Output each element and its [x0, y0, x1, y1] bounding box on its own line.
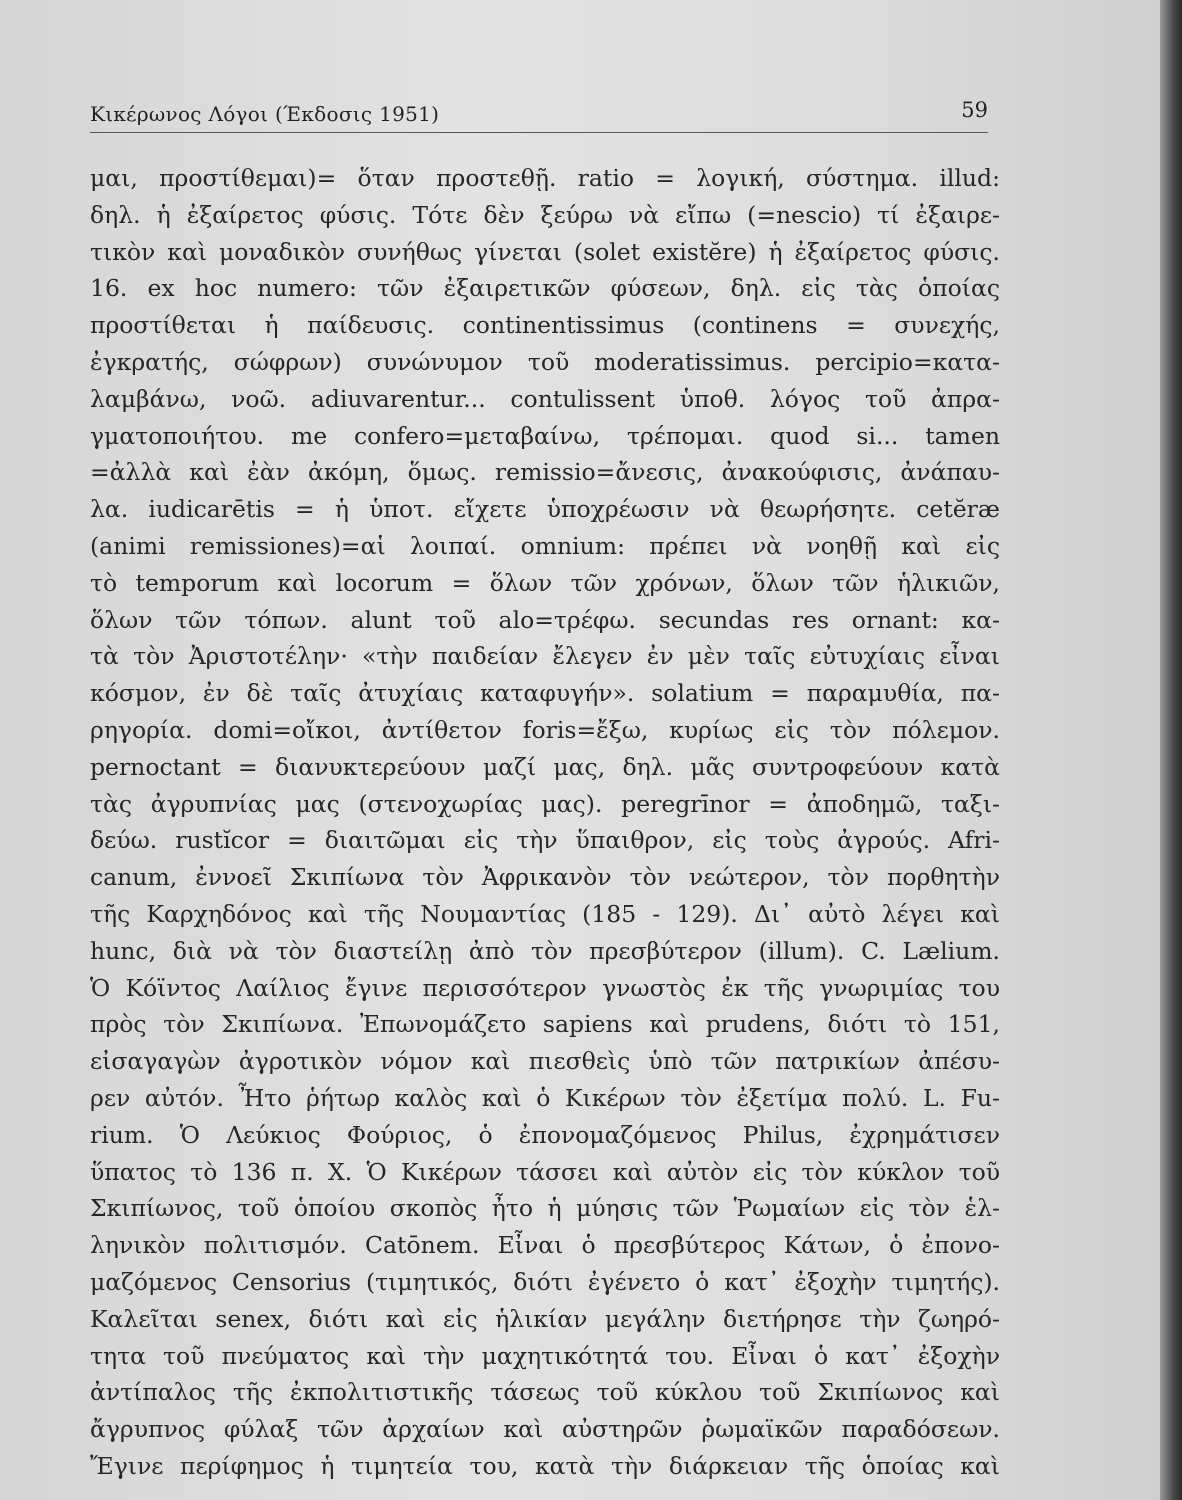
text-line: κόσμον, ἐν δὲ ταῖς ἀτυχίαις καταφυγήν». solatium = παραμυθία, πα-: [90, 679, 1000, 708]
text-line: Ὁ Κόϊντος Λαίλιος ἔγινε περισσότερον γνωστὸς ἐκ τῆς γνωριμίας του: [90, 973, 1000, 1002]
text-line: ὅλων τῶν τόπων. alunt τοῦ alo=τρέφω. secundas res ornant: κα-: [90, 605, 1000, 634]
text-line: ἐγκρατής, σώφρων) συνώνυμον τοῦ moderatissimus. percipio=κατα-: [90, 347, 1000, 376]
text-line: ρεν αὐτόν. Ἦτο ῥήτωρ καλὸς καὶ ὁ Κικέρων τὸν ἐξετίμα πολύ. L. Fu-: [90, 1083, 1000, 1112]
text-line: canum, ἐννοεῖ Σκιπίωνα τὸν Ἀφρικανὸν τὸν νεώτερον, τὸν πορθητὴν: [90, 863, 1000, 892]
text-line: Σκιπίωνος, τοῦ ὁποίου σκοπὸς ἦτο ἡ μύησις τῶν Ῥωμαίων εἰς τὸν ἑλ-: [90, 1194, 1000, 1223]
running-head: Κικέρωνος Λόγοι (Έκδοσις 1951): [90, 102, 440, 126]
text-line: ἄγρυπνος φύλαξ τῶν ἀρχαίων καὶ αὐστηρῶν ῥωμαϊκῶν παραδόσεων.: [90, 1415, 1000, 1444]
text-line: μαζόμενος Censorius (τιμητικός, διότι ἐγένετο ὁ κατ᾽ ἐξοχὴν τιμητής).: [90, 1267, 1000, 1296]
text-line: τητα τοῦ πνεύματος καὶ τὴν μαχητικότητά του. Εἶναι ὁ κατ᾽ ἐξοχὴν: [90, 1341, 1000, 1370]
text-line: ρηγορία. domi=οἴκοι, ἀντίθετον foris=ἔξω, κυρίως εἰς τὸν πόλεμον.: [90, 715, 1000, 744]
page-header: [90, 98, 988, 133]
text-line: γματοποιήτου. me confero=μεταβαίνω, τρέπομαι. quod si... tamen: [90, 421, 1000, 450]
text-line: προστίθεται ἡ παίδευσις. continentissimus (continens = συνεχής,: [90, 311, 1000, 340]
page-number: 59: [961, 98, 988, 122]
page-edge-shadow: [1160, 0, 1182, 1500]
text-line: μαι, προστίθεμαι)= ὅταν προστεθῇ. ratio = λογική, σύστημα. illud:: [90, 164, 1000, 192]
text-line: δηλ. ἡ ἐξαίρετος φύσις. Τότε δὲν ξεύρω νὰ εἴπω (=nescio) τί ἐξαιρε-: [90, 200, 1000, 229]
text-line: τὰς ἀγρυπνίας μας (στενοχωρίας μας). peregrīnor = ἀποδημῶ, ταξι-: [90, 789, 1000, 818]
text-line: δεύω. rustĭcor = διαιτῶμαι εἰς τὴν ὕπαιθρον, εἰς τοὺς ἀγρούς. Afri-: [90, 826, 1000, 855]
text-line: λα. iudicarētis = ἡ ὑποτ. εἴχετε ὑποχρέωσιν νὰ θεωρήσητε. cetĕræ: [90, 495, 1000, 524]
text-line: Ἔγινε περίφημος ἡ τιμητεία του, κατὰ τὴν διάρκειαν τῆς ὁποίας καὶ: [90, 1451, 1000, 1480]
text-line: Καλεῖται senex, διότι καὶ εἰς ἡλικίαν μεγάλην διετήρησε τὴν ζωηρό-: [90, 1304, 1000, 1333]
text-line: τὰ τὸν Ἀριστοτέλην· «τὴν παιδείαν ἔλεγεν ἐν μὲν ταῖς εὐτυχίαις εἶναι: [90, 642, 1000, 671]
text-line: λαμβάνω, νοῶ. adiuvarentur... contulissent ὑποθ. λόγος τοῦ ἀπρα-: [90, 384, 1000, 413]
text-line: πρὸς τὸν Σκιπίωνα. Ἐπωνομάζετο sapiens καὶ prudens, διότι τὸ 151,: [90, 1010, 1000, 1039]
text-line: rium. Ὁ Λεύκιος Φούριος, ὁ ἐπονομαζόμενος Philus, ἐχρημάτισεν: [90, 1120, 1000, 1149]
text-line: τὸ temporum καὶ locorum = ὅλων τῶν χρόνων, ὅλων τῶν ἡλικιῶν,: [90, 568, 1000, 597]
body-text: [90, 160, 1000, 1485]
text-line: ἀντίπαλος τῆς ἐκπολιτιστικῆς τάσεως τοῦ κύκλου τοῦ Σκιπίωνος καὶ: [90, 1378, 1000, 1407]
text-line: 16. ex hoc numero: τῶν ἐξαιρετικῶν φύσεων, δηλ. εἰς τὰς ὁποίας: [90, 274, 1000, 303]
text-line: pernoctant = διανυκτερεύουν μαζί μας, δηλ. μᾶς συντροφεύουν κατὰ: [90, 752, 1000, 781]
text-line: τῆς Καρχηδόνος καὶ τῆς Νουμαντίας (185 - 129). Δι᾽ αὐτὸ λέγει καὶ: [90, 899, 1000, 928]
text-line: =ἀλλὰ καὶ ἐὰν ἀκόμη, ὅμως. remissio=ἄνεσις, ἀνακούφισις, ἀνάπαυ-: [90, 458, 1000, 487]
text-line: ληνικὸν πολιτισμόν. Catōnem. Εἶναι ὁ πρεσβύτερος Κάτων, ὁ ἐπονο-: [90, 1231, 1000, 1260]
text-line: τικὸν καὶ μοναδικὸν συνήθως γίνεται (solet existĕre) ἡ ἐξαίρετος φύσις.: [90, 237, 1000, 266]
text-line: (animi remissiones)=αἱ λοιπαί. omnium: πρέπει νὰ νοηθῇ καὶ εἰς: [90, 531, 1000, 560]
text-line: εἰσαγαγὼν ἀγροτικὸν νόμον καὶ πιεσθεὶς ὑπὸ τῶν πατρικίων ἀπέσυ-: [90, 1047, 1000, 1076]
text-line: ὕπατος τὸ 136 π. Χ. Ὁ Κικέρων τάσσει καὶ αὐτὸν εἰς τὸν κύκλον τοῦ: [90, 1157, 1000, 1186]
text-line: hunc, διὰ νὰ τὸν διαστείλῃ ἀπὸ τὸν πρεσβύτερον (illum). C. Lælium.: [90, 936, 1000, 965]
